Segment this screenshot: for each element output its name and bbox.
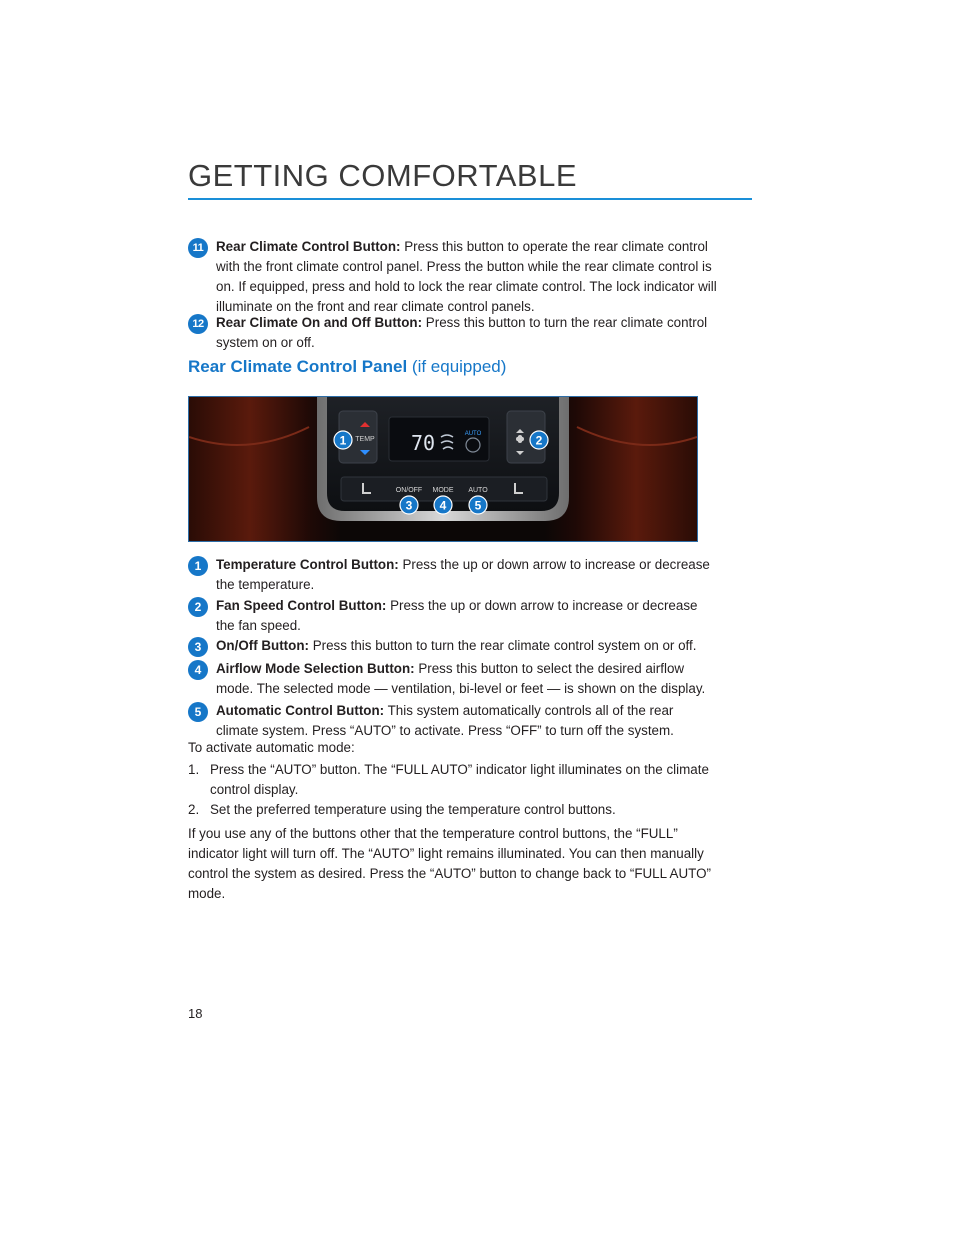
- page-number: 18: [188, 1006, 203, 1021]
- item-text: [216, 701, 718, 741]
- item-fan-speed-control-button: [188, 596, 718, 636]
- item-automatic-control-button: [188, 701, 718, 741]
- item-label: Rear Climate Control Button:: [216, 239, 401, 254]
- item-label: Fan Speed Control Button:: [216, 598, 387, 613]
- item-label: Temperature Control Button:: [216, 557, 399, 572]
- callout-3: [400, 496, 418, 514]
- step-number: 1.: [188, 762, 200, 777]
- item-description: Press the up or down arrow to increase or decrease the temperature.: [216, 557, 710, 592]
- step-text: Set the preferred temperature using the temperature control buttons.: [210, 802, 616, 817]
- item-airflow-mode-button: [188, 659, 718, 699]
- item-onoff-button: [188, 636, 718, 656]
- callout-1: [334, 431, 352, 449]
- item-label: On/Off Button:: [216, 638, 309, 653]
- step-2: [188, 800, 728, 820]
- temp-label: TEMP: [355, 436, 375, 443]
- step-text: Press the “AUTO” button. The “FULL AUTO” indicator light illuminates on the climate control display.: [210, 762, 709, 797]
- item-text: [216, 636, 718, 656]
- item-number-badge: 11: [188, 238, 208, 258]
- item-temperature-control-button: [188, 555, 718, 595]
- header-rule: [188, 198, 752, 200]
- item-number-badge: 2: [188, 597, 208, 617]
- svg-text:2: 2: [535, 433, 543, 448]
- step-1: [188, 760, 728, 800]
- step-number: 2.: [188, 802, 200, 817]
- item-text: [216, 313, 718, 353]
- rear-climate-panel-photo: [188, 396, 698, 542]
- svg-text:3: 3: [405, 498, 413, 513]
- item-rear-climate-control-button: [188, 237, 718, 317]
- item-number-badge: 5: [188, 702, 208, 722]
- item-number-badge: 12: [188, 314, 208, 334]
- item-rear-climate-on-off-button: [188, 313, 718, 353]
- auto-mode-intro: To activate automatic mode:: [188, 740, 355, 755]
- page-title: GETTING COMFORTABLE: [188, 158, 577, 193]
- item-text: [216, 237, 718, 317]
- svg-text:5: 5: [474, 498, 482, 513]
- item-number-badge: 4: [188, 660, 208, 680]
- item-description: Press this button to turn the rear climate control system on or off.: [308, 638, 697, 653]
- callout-4: [434, 496, 452, 514]
- auto-indicator: AUTO: [464, 431, 482, 437]
- item-number-badge: 1: [188, 556, 208, 576]
- section-title: Rear Climate Control Panel: [188, 357, 408, 376]
- item-description: This system automatically controls all of the rear climate system. Press “AUTO” to activate. Press “OFF” to turn off the system.: [216, 703, 674, 738]
- item-number-badge: 3: [188, 637, 208, 657]
- item-description: Press this button to operate the rear climate control with the front climate control panel. Press the button while the rear climate control is on. If equipped, press and hold to lock the rear climate control. The lock indicator will illuminate on the front and rear climate control panels.: [216, 239, 717, 314]
- section-qualifier: (if equipped): [411, 357, 507, 376]
- fan-icon: [517, 436, 523, 442]
- svg-text:4: 4: [439, 498, 447, 513]
- page-header: [188, 158, 752, 200]
- item-description: Press this button to turn the rear climate control system on or off.: [216, 315, 708, 350]
- item-description: Press this button to select the desired airflow mode. The selected mode — ventilation, bi-level or feet — is shown on the display.: [216, 661, 706, 696]
- callout-5: [469, 496, 487, 514]
- panel-illustration: [189, 397, 697, 541]
- climate-display: [389, 417, 489, 461]
- item-text: [216, 596, 718, 636]
- onoff-button[interactable]: ON/OFF: [395, 487, 423, 494]
- item-label: Airflow Mode Selection Button:: [216, 661, 415, 676]
- item-label: Automatic Control Button:: [216, 703, 385, 718]
- mode-button[interactable]: MODE: [432, 487, 454, 494]
- item-description: Press the up or down arrow to increase or decrease the fan speed.: [216, 598, 698, 633]
- section-heading: [188, 357, 506, 377]
- temp-display-readout: 70: [411, 431, 436, 455]
- svg-text:1: 1: [339, 433, 347, 448]
- callout-2: [530, 431, 548, 449]
- closing-paragraph: If you use any of the buttons other that the temperature control buttons, the “FULL” indicator light will turn off. The “AUTO” light remains illuminated. You can then manually control the system as desired. Press the “AUTO” button to change back to “FULL AUTO” mode.: [188, 826, 711, 901]
- item-text: [216, 659, 718, 699]
- auto-button[interactable]: AUTO: [468, 487, 488, 494]
- item-text: [216, 555, 718, 595]
- item-label: Rear Climate On and Off Button:: [216, 315, 423, 330]
